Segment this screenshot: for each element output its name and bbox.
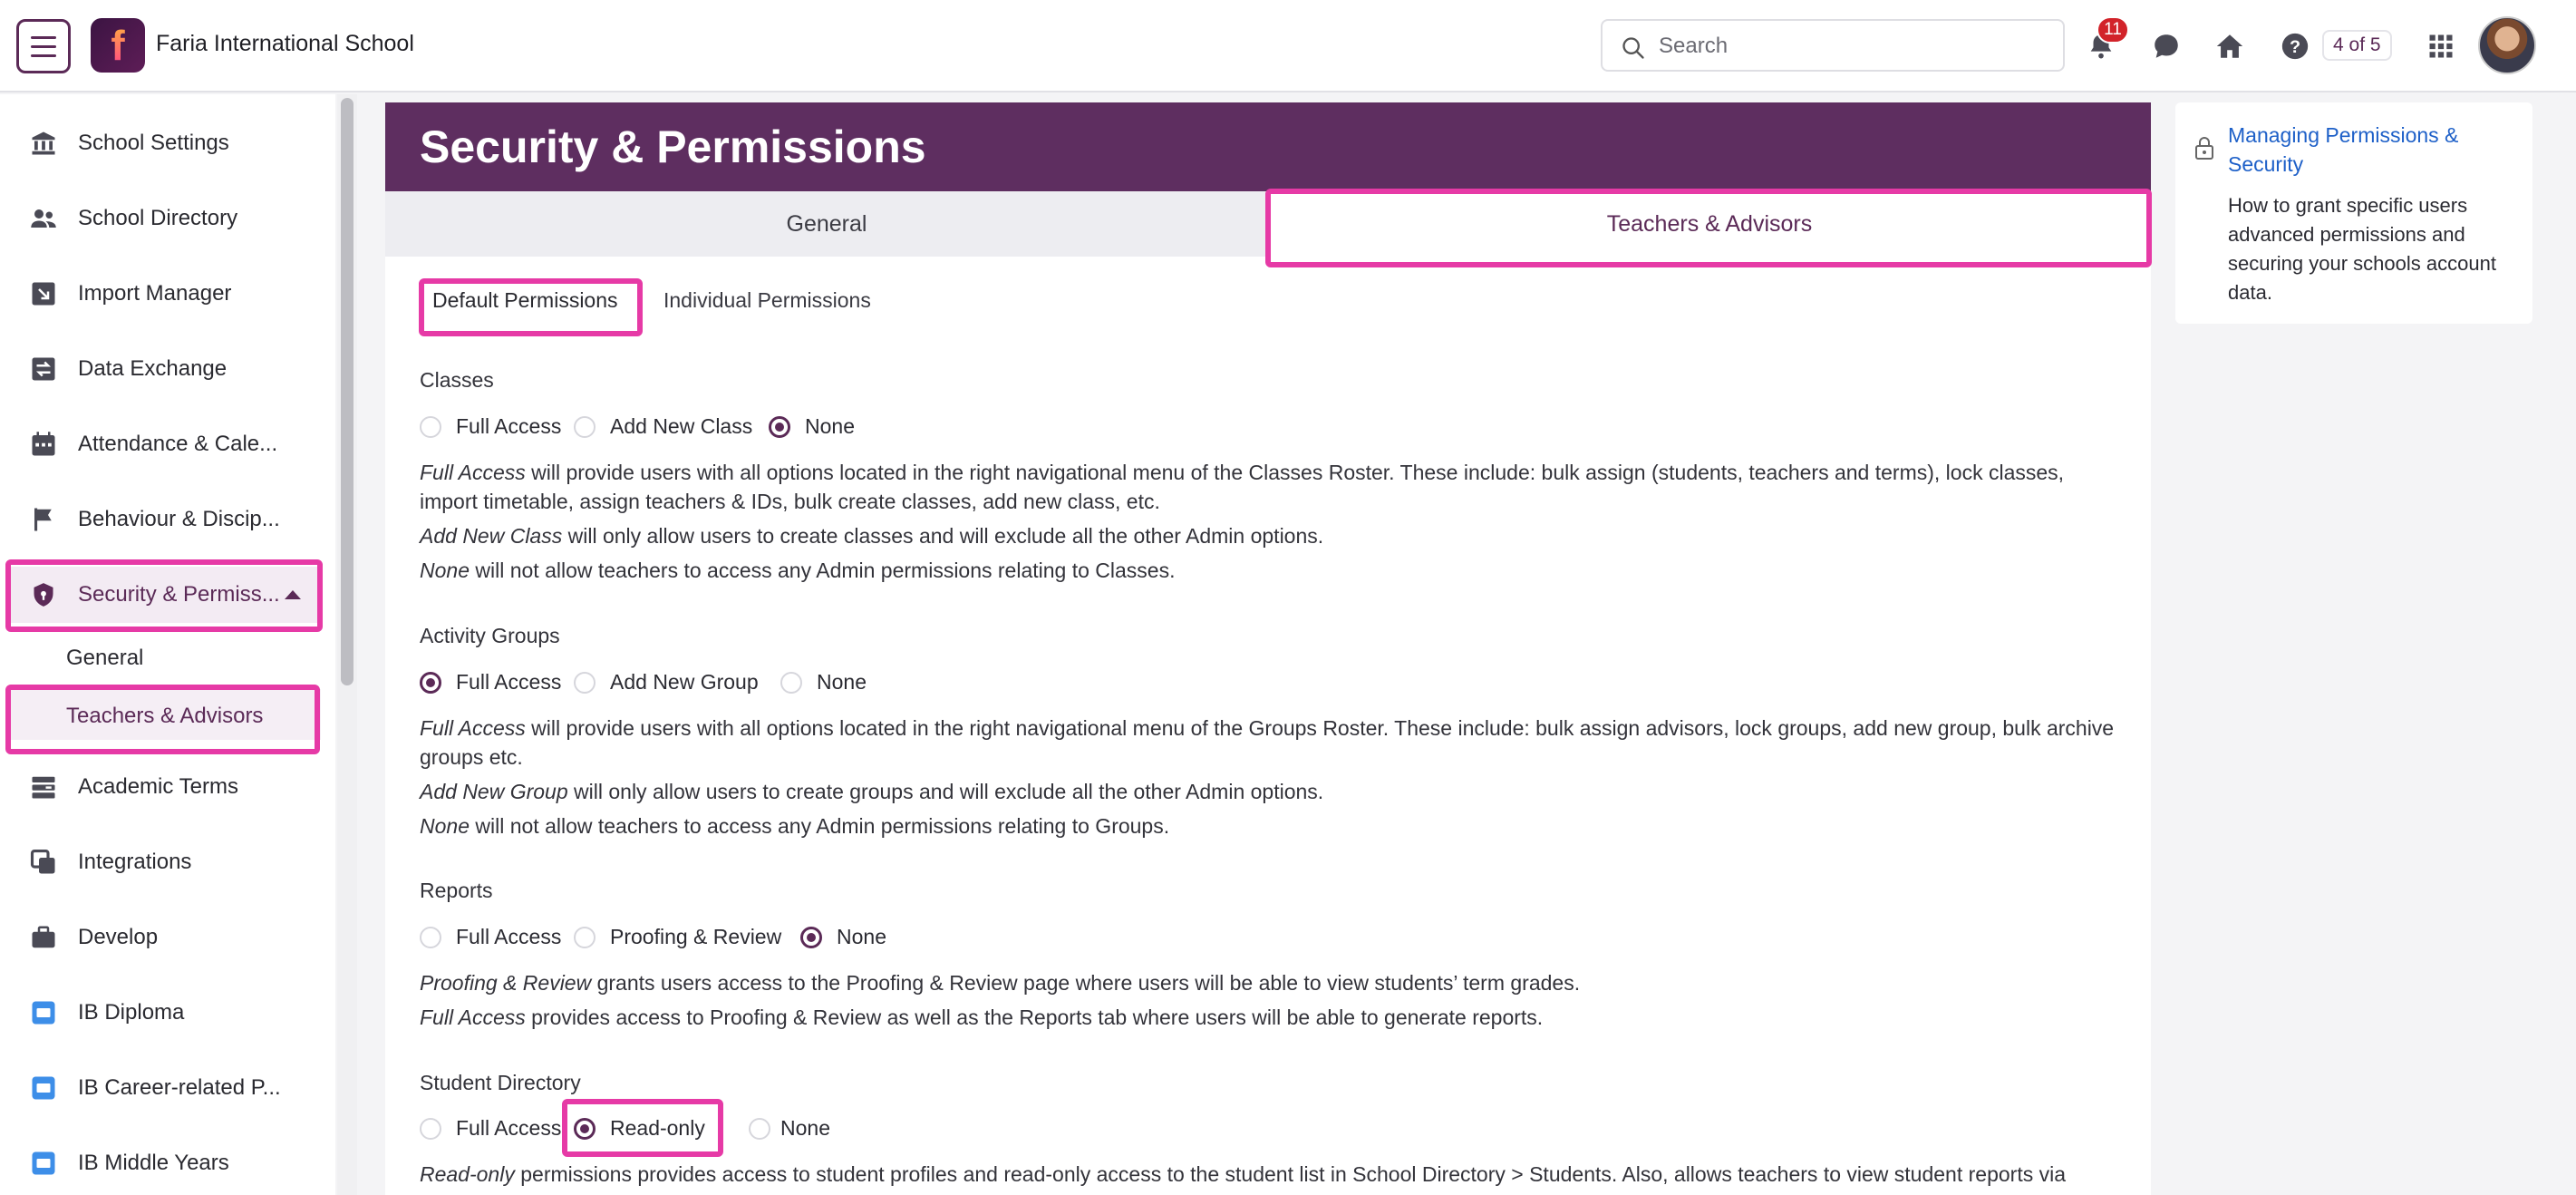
- radio-label[interactable]: Full Access: [456, 414, 562, 438]
- pager-counter[interactable]: 4 of 5: [2322, 30, 2392, 61]
- section-title-classes: Classes: [420, 368, 494, 392]
- notification-badge: 11: [2097, 16, 2129, 44]
- student-directory-description: [420, 1160, 2124, 1189]
- ib-dp-icon: [29, 998, 58, 1027]
- bank-icon: [29, 129, 58, 158]
- svg-text:?: ?: [2289, 37, 2301, 58]
- desc-text: will only allow users to create classes and will exclude all the other Admin options.: [562, 524, 1324, 548]
- student-dir-none-radio[interactable]: [749, 1118, 770, 1140]
- data-exchange-icon: [29, 355, 58, 384]
- radio-label[interactable]: Full Access: [456, 670, 562, 694]
- help-icon[interactable]: [2276, 27, 2314, 65]
- school-logo[interactable]: f: [91, 18, 145, 73]
- sidebar-item-school-settings[interactable]: [9, 115, 321, 171]
- radio-label[interactable]: None: [805, 414, 855, 438]
- desc-term: Read-only: [420, 1162, 515, 1186]
- reports-none-radio[interactable]: [800, 927, 822, 948]
- sidebar-subitem-teachers-advisors[interactable]: [9, 689, 321, 740]
- subtab-default-permissions[interactable]: Default Permissions: [432, 288, 618, 312]
- sidebar-item-label: Behaviour & Discip...: [78, 507, 280, 531]
- desc-term: Full Access: [420, 716, 526, 740]
- radio-label[interactable]: Full Access: [456, 925, 562, 948]
- groups-description: [420, 714, 2124, 840]
- sidebar-subitem-label: General: [66, 646, 144, 670]
- desc-term: Proofing & Review: [420, 971, 592, 995]
- help-panel: [2175, 102, 2532, 324]
- integrations-icon: [29, 848, 58, 877]
- import-icon: [29, 279, 58, 308]
- flag-icon: [29, 505, 58, 534]
- chevron-up-icon: [285, 590, 301, 599]
- reports-description: [420, 968, 2124, 1032]
- top-bar: [0, 0, 2576, 92]
- chat-icon[interactable]: [2147, 27, 2185, 65]
- desc-term: Full Access: [420, 1006, 526, 1029]
- calendar-icon: [29, 430, 58, 459]
- sidebar-item-ib-career[interactable]: [9, 1060, 321, 1116]
- reports-full-access-radio[interactable]: [420, 927, 441, 948]
- people-icon: [29, 204, 58, 233]
- desc-text: will provide users with all options located in the right navigational menu of the Groups Roster. These include: bulk assign advisors, lock groups, add new group, bulk archive groups etc.: [420, 716, 2115, 769]
- classes-full-access-radio[interactable]: [420, 416, 441, 438]
- subtab-individual-permissions[interactable]: Individual Permissions: [663, 288, 871, 312]
- terms-icon: [29, 772, 58, 802]
- tab-bar: [385, 191, 2151, 257]
- shield-icon: [29, 580, 58, 609]
- groups-full-access-radio[interactable]: [420, 672, 441, 694]
- radio-label[interactable]: Proofing & Review: [610, 925, 782, 948]
- radio-label[interactable]: Full Access: [456, 1116, 562, 1140]
- user-avatar[interactable]: [2478, 16, 2536, 74]
- desc-term: Add New Class: [420, 524, 563, 548]
- desc-text: will not allow teachers to access any Admin permissions relating to Classes.: [469, 559, 1176, 582]
- page-header: [385, 102, 2151, 191]
- main-panel: [385, 102, 2151, 1195]
- search-icon: [1621, 35, 1646, 61]
- radio-label[interactable]: None: [817, 670, 867, 694]
- briefcase-icon: [29, 923, 58, 952]
- page-title: Security & Permissions: [420, 121, 926, 172]
- sidebar-subitem-general[interactable]: [9, 631, 321, 682]
- desc-text: will only allow users to create groups and will exclude all the other Admin options.: [567, 780, 1324, 803]
- desc-term: Full Access: [420, 461, 526, 484]
- classes-add-new-class-radio[interactable]: [574, 416, 596, 438]
- sidebar-item-label: Import Manager: [78, 281, 232, 306]
- sidebar-item-label: Data Exchange: [78, 356, 228, 381]
- groups-none-radio[interactable]: [780, 672, 802, 694]
- sidebar-item-label: IB Middle Years: [78, 1151, 229, 1175]
- section-title-reports: Reports: [420, 879, 493, 902]
- radio-label[interactable]: None: [837, 925, 886, 948]
- desc-term: None: [420, 559, 470, 582]
- reports-proofing-review-radio[interactable]: [574, 927, 596, 948]
- search-box[interactable]: [1601, 19, 2065, 72]
- classes-description: [420, 458, 2124, 585]
- ib-cp-icon: [29, 1074, 58, 1103]
- sidebar-scrollbar-thumb[interactable]: [341, 98, 353, 685]
- section-title-activity-groups: Activity Groups: [420, 624, 560, 647]
- desc-term: Add New Group: [420, 780, 568, 803]
- home-icon[interactable]: [2211, 27, 2249, 65]
- sidebar-item-label: Integrations: [78, 850, 192, 874]
- tab-teachers-advisors[interactable]: Teachers & Advisors: [1268, 191, 2151, 257]
- sidebar-item-behaviour[interactable]: [9, 491, 321, 548]
- sidebar-subitem-label: Teachers & Advisors: [66, 704, 264, 728]
- sidebar-item-develop[interactable]: [9, 909, 321, 966]
- sidebar-item-label: School Settings: [78, 131, 229, 155]
- ib-myp-icon: [29, 1149, 58, 1178]
- sidebar-item-label: Develop: [78, 925, 159, 949]
- student-dir-full-access-radio[interactable]: [420, 1118, 441, 1140]
- sidebar-item-integrations[interactable]: [9, 834, 321, 890]
- help-description: How to grant specific users advanced permissions and securing your schools account data.: [2228, 194, 2496, 304]
- desc-text: will not allow teachers to access any Admin permissions relating to Groups.: [469, 814, 1170, 838]
- lock-icon: [2193, 135, 2215, 165]
- section-title-student-directory: Student Directory: [420, 1071, 581, 1094]
- sidebar-item-ib-diploma[interactable]: [9, 985, 321, 1041]
- sidebar-item-import-manager[interactable]: [9, 266, 321, 322]
- sidebar: [0, 94, 335, 1195]
- search-input[interactable]: [1659, 33, 2039, 60]
- sidebar-item-academic-terms[interactable]: [9, 759, 321, 815]
- desc-text: provides access to Proofing & Review as well as the Reports tab where users will be able to generate reports.: [525, 1006, 1544, 1029]
- radio-label[interactable]: Add New Group: [610, 670, 759, 694]
- sidebar-item-label: Security & Permiss...: [78, 582, 280, 607]
- student-dir-read-only-radio[interactable]: [574, 1118, 596, 1140]
- radio-label[interactable]: Read-only: [610, 1116, 705, 1140]
- school-name[interactable]: Faria International School: [156, 31, 414, 56]
- sidebar-item-security[interactable]: [9, 567, 321, 623]
- desc-text: permissions provides access to student profiles and read-only access to the student list in School Directory > Students. Also, allows teachers to view student reports via: [514, 1162, 2066, 1186]
- apps-grid-icon[interactable]: [2422, 27, 2460, 65]
- sidebar-item-label: School Directory: [78, 206, 238, 230]
- desc-text: will provide users with all options located in the right navigational menu of the Classes Roster. These include: bulk assign (students, teachers and terms), lock classes, import timetable, assign teachers & IDs, bulk create classes, add new class, etc.: [420, 461, 2065, 513]
- sidebar-item-ib-middle-years[interactable]: [9, 1135, 321, 1191]
- tab-general[interactable]: General: [786, 210, 867, 237]
- sidebar-item-attendance[interactable]: [9, 416, 321, 472]
- sidebar-item-label: Attendance & Cale...: [78, 432, 278, 456]
- help-article-link[interactable]: Managing Permissions & Security: [2228, 123, 2459, 176]
- groups-add-new-group-radio[interactable]: [574, 672, 596, 694]
- classes-none-radio[interactable]: [769, 416, 790, 438]
- radio-label[interactable]: None: [780, 1116, 830, 1140]
- sidebar-item-label: Academic Terms: [78, 774, 238, 799]
- desc-text: grants users access to the Proofing & Review page where users will be able to view students’ term grades.: [591, 971, 1581, 995]
- desc-term: None: [420, 814, 470, 838]
- sidebar-item-data-exchange[interactable]: [9, 341, 321, 397]
- hamburger-menu-button[interactable]: [16, 19, 71, 73]
- radio-label[interactable]: Add New Class: [610, 414, 753, 438]
- sidebar-item-school-directory[interactable]: [9, 190, 321, 247]
- sidebar-item-label: IB Career-related P...: [78, 1075, 281, 1100]
- sidebar-item-label: IB Diploma: [78, 1000, 185, 1025]
